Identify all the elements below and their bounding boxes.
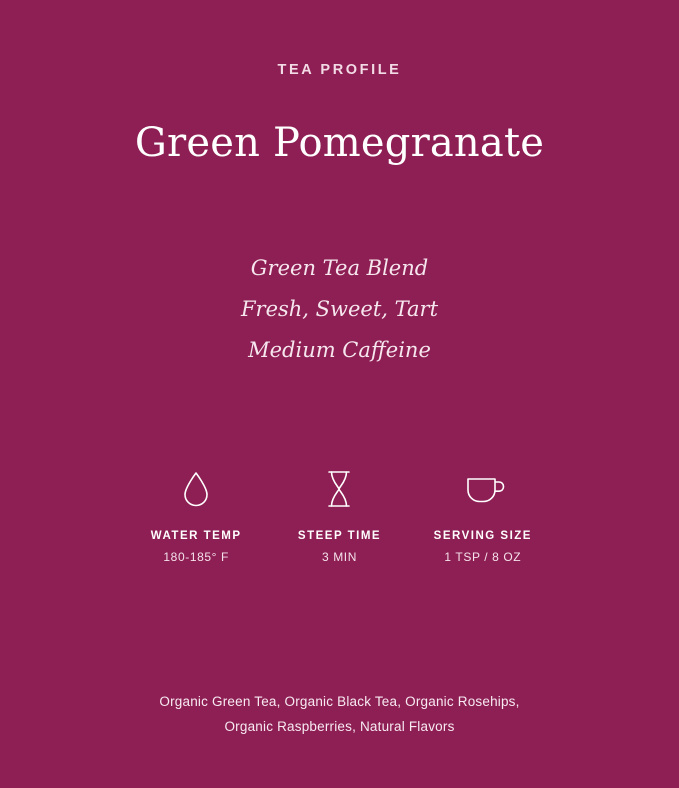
list-item: Medium Caffeine: [248, 338, 431, 362]
list-item: Green Tea Blend: [250, 256, 429, 280]
spec-title: STEEP TIME: [297, 530, 382, 542]
spec-title: SERVING SIZE: [433, 530, 532, 542]
spec-value: 180-185° F: [163, 550, 229, 564]
spec-value: 1 TSP / 8 OZ: [444, 550, 522, 564]
hourglass-icon: [322, 466, 356, 512]
teacup-icon: [460, 466, 506, 512]
list-item: Fresh, Sweet, Tart: [240, 297, 439, 321]
eyebrow-label: TEA PROFILE: [277, 62, 402, 78]
spec-steep-time: [268, 466, 411, 564]
spec-value: 3 MIN: [321, 550, 357, 564]
spec-title: WATER TEMP: [150, 530, 242, 542]
page-title: Green Pomegranate: [134, 120, 545, 166]
attribute-list: [241, 256, 438, 362]
ingredients-line-2: Organic Raspberries, Natural Flavors: [224, 719, 455, 735]
ingredients-line-1: Organic Green Tea, Organic Black Tea, Organic Rosehips,: [159, 694, 520, 710]
ingredients-list: [0, 690, 679, 740]
water-drop-icon: [181, 466, 211, 512]
spec-water-temp: [125, 466, 268, 564]
brew-specs: [125, 466, 555, 564]
spec-serving-size: [411, 466, 554, 564]
